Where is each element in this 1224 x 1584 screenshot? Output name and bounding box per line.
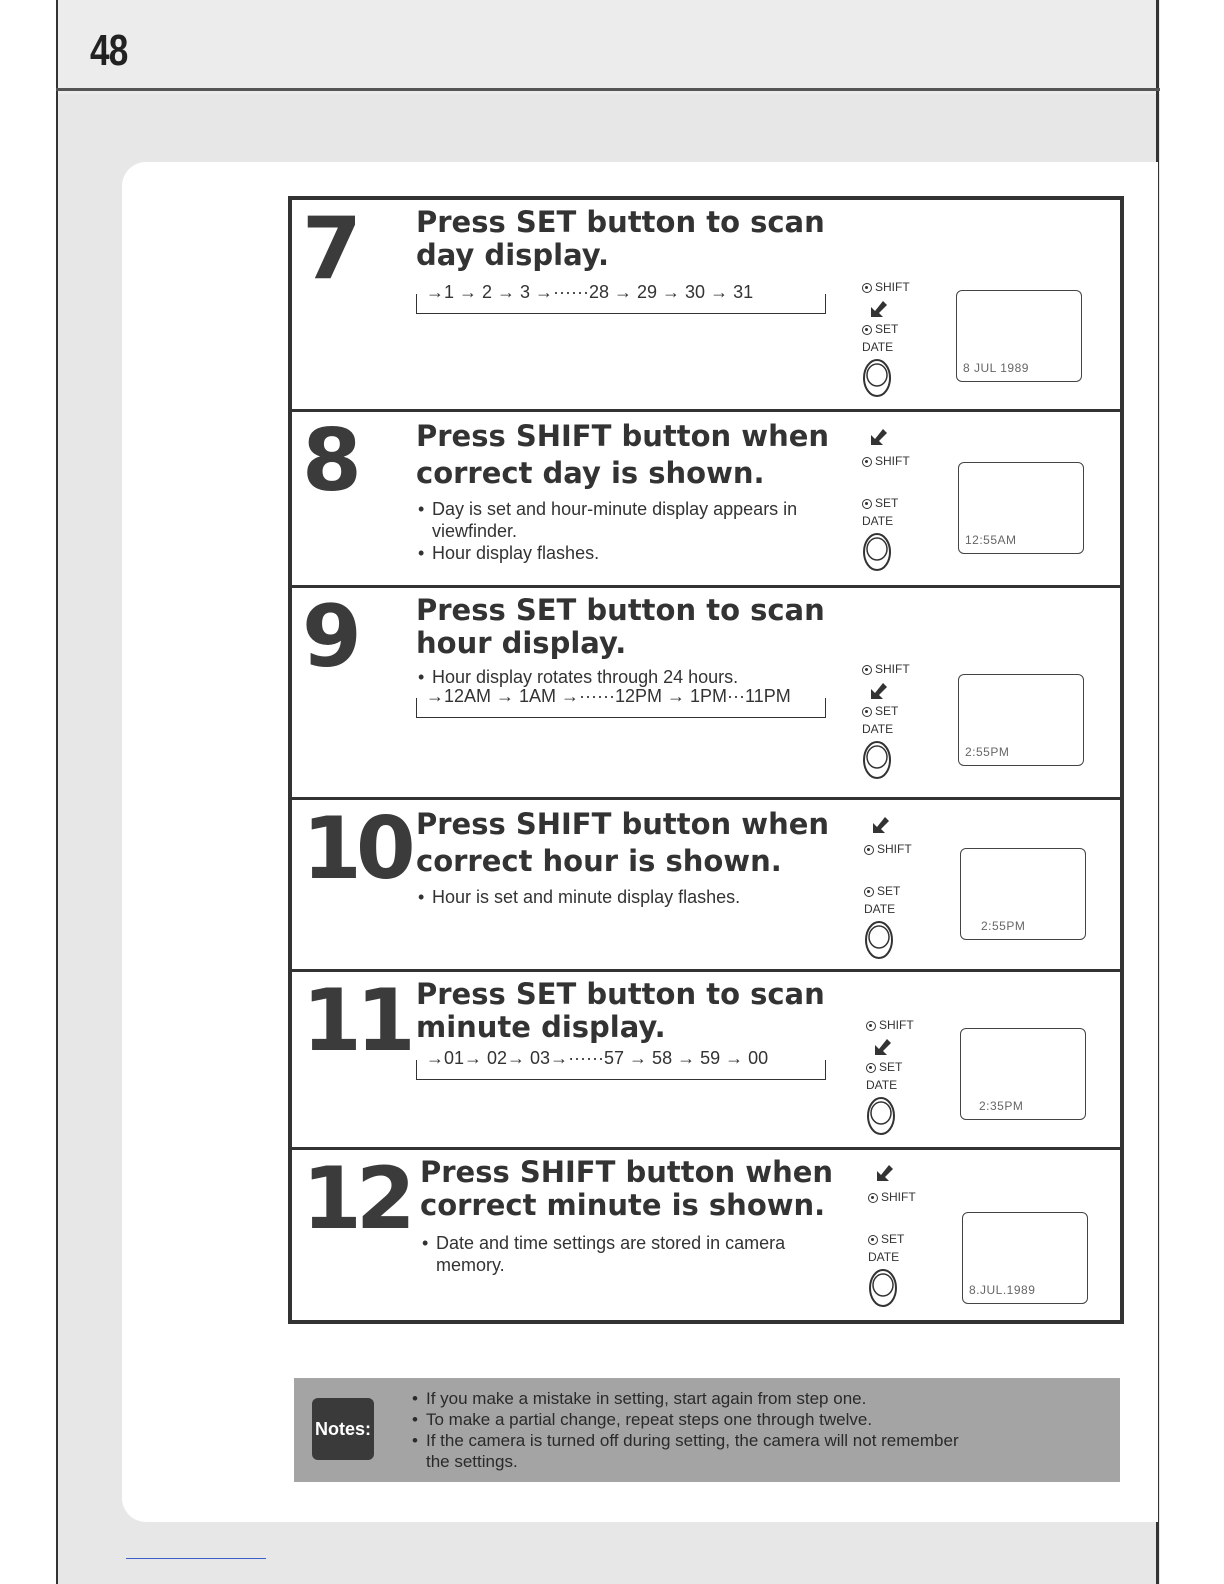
- shift-label: SHIFT: [881, 1190, 916, 1204]
- set-label: SET: [875, 496, 899, 510]
- bottom-link-underline: [126, 1558, 266, 1559]
- set-label: SET: [875, 704, 899, 718]
- step-number: 9: [302, 587, 356, 687]
- shift-button-icon: [864, 845, 874, 855]
- shift-button-icon: [862, 283, 872, 293]
- set-label: SET: [881, 1232, 905, 1246]
- step-title: Press SET button to scan hour display.: [416, 593, 825, 660]
- press-arrow-icon: [870, 814, 892, 836]
- step-number: 7: [302, 199, 356, 299]
- press-arrow-icon: [868, 680, 890, 702]
- notes-badge: Notes:: [312, 1398, 374, 1460]
- date-label: DATE: [862, 514, 894, 528]
- viewfinder-readout: 12:55AM: [965, 533, 1017, 547]
- date-dial-icon: [864, 920, 894, 960]
- camera-controls: [868, 1162, 938, 1282]
- step-title: Press SHIFT button when correct minute is shown.: [420, 1155, 834, 1222]
- step-number: 12: [302, 1149, 410, 1249]
- date-label: DATE: [868, 1250, 900, 1264]
- camera-controls: [862, 280, 932, 400]
- viewfinder-display: [958, 674, 1084, 766]
- cycle-sequence: →01→ 02→ 03→······57 → 58 → 59 → 00: [426, 1048, 769, 1068]
- cycle-diagram: [416, 686, 826, 718]
- bullet-item: • Date and time settings are stored in camera memory.: [420, 1232, 840, 1276]
- viewfinder-readout: 2:55PM: [965, 745, 1010, 759]
- set-button-icon: [866, 1063, 876, 1073]
- bullet-item: • Day is set and hour-minute display appears in viewfinder.: [416, 498, 836, 542]
- viewfinder-display: [960, 848, 1086, 940]
- step-number: 11: [302, 971, 410, 1071]
- date-dial-icon: [862, 358, 892, 398]
- shift-label: SHIFT: [879, 1018, 914, 1032]
- viewfinder-readout: 8.JUL.1989: [969, 1283, 1036, 1297]
- note-item: • If the camera is turned off during setting, the camera will not remember the settings.: [412, 1430, 972, 1472]
- date-label: DATE: [862, 340, 894, 354]
- cycle-sequence: →1 → 2 → 3 →······28 → 29 → 30 → 31: [426, 282, 754, 302]
- page-number: 48: [90, 26, 128, 75]
- left-margin-rule: [56, 0, 58, 1584]
- cycle-diagram: [416, 1048, 826, 1080]
- date-dial-icon: [866, 1096, 896, 1136]
- date-dial-icon: [868, 1268, 898, 1308]
- step-title: Press SHIFT button when correct hour is shown.: [416, 807, 830, 878]
- notes-box: [294, 1378, 1120, 1482]
- shift-button-icon: [868, 1193, 878, 1203]
- bullet-item: • Hour is set and minute display flashes.: [416, 886, 836, 908]
- camera-controls: [862, 662, 932, 782]
- header-rule: [56, 88, 1160, 91]
- viewfinder-readout: 2:35PM: [979, 1099, 1024, 1113]
- step-9: [292, 588, 1120, 800]
- viewfinder-display: [960, 1028, 1086, 1120]
- shift-button-icon: [866, 1021, 876, 1031]
- set-label: SET: [875, 322, 899, 336]
- set-button-icon: [862, 499, 872, 509]
- date-dial-icon: [862, 740, 892, 780]
- date-label: DATE: [866, 1078, 898, 1092]
- bullet-item: • Hour display flashes.: [416, 542, 836, 564]
- header-band: [56, 0, 1160, 94]
- note-item: • If you make a mistake in setting, start again from step one.: [412, 1388, 972, 1409]
- shift-label: SHIFT: [875, 280, 910, 294]
- date-dial-icon: [862, 532, 892, 572]
- shift-label: SHIFT: [875, 454, 910, 468]
- step-notes: [420, 1232, 840, 1276]
- viewfinder-readout: 2:55PM: [981, 919, 1026, 933]
- camera-controls: [864, 814, 934, 934]
- note-item: • To make a partial change, repeat steps one through twelve.: [412, 1409, 972, 1430]
- cycle-diagram: [416, 282, 826, 314]
- viewfinder-readout: 8 JUL 1989: [963, 361, 1029, 375]
- shift-label: SHIFT: [875, 662, 910, 676]
- viewfinder-display: [958, 462, 1084, 554]
- step-12: [292, 1150, 1120, 1320]
- shift-button-icon: [862, 457, 872, 467]
- press-arrow-icon: [872, 1036, 894, 1058]
- camera-controls: [862, 426, 932, 546]
- cycle-sequence: →12AM → 1AM →······12PM → 1PM···11PM: [426, 686, 791, 706]
- set-button-icon: [862, 325, 872, 335]
- set-label: SET: [877, 884, 901, 898]
- step-notes: [416, 498, 836, 564]
- step-notes: [416, 666, 836, 688]
- step-8: [292, 412, 1120, 588]
- step-title: Press SET button to scan minute display.: [416, 977, 825, 1044]
- shift-button-icon: [862, 665, 872, 675]
- date-label: DATE: [864, 902, 896, 916]
- step-number: 10: [302, 799, 410, 899]
- set-button-icon: [862, 707, 872, 717]
- steps-panel: [288, 196, 1124, 1324]
- camera-controls: [866, 1018, 936, 1138]
- viewfinder-display: [956, 290, 1082, 382]
- notes-list: [412, 1388, 972, 1472]
- step-10: [292, 800, 1120, 972]
- bullet-item: • Hour display rotates through 24 hours.: [416, 666, 836, 688]
- step-title: Press SHIFT button when correct day is shown.: [416, 419, 830, 490]
- step-7: [292, 200, 1120, 412]
- set-label: SET: [879, 1060, 903, 1074]
- step-11: [292, 972, 1120, 1150]
- date-label: DATE: [862, 722, 894, 736]
- step-number: 8: [302, 411, 356, 511]
- step-notes: [416, 886, 836, 908]
- shift-label: SHIFT: [877, 842, 912, 856]
- step-title: Press SET button to scan day display.: [416, 205, 825, 272]
- press-arrow-icon: [874, 1162, 896, 1184]
- press-arrow-icon: [868, 426, 890, 448]
- press-arrow-icon: [868, 298, 890, 320]
- viewfinder-display: [962, 1212, 1088, 1304]
- set-button-icon: [868, 1235, 878, 1245]
- set-button-icon: [864, 887, 874, 897]
